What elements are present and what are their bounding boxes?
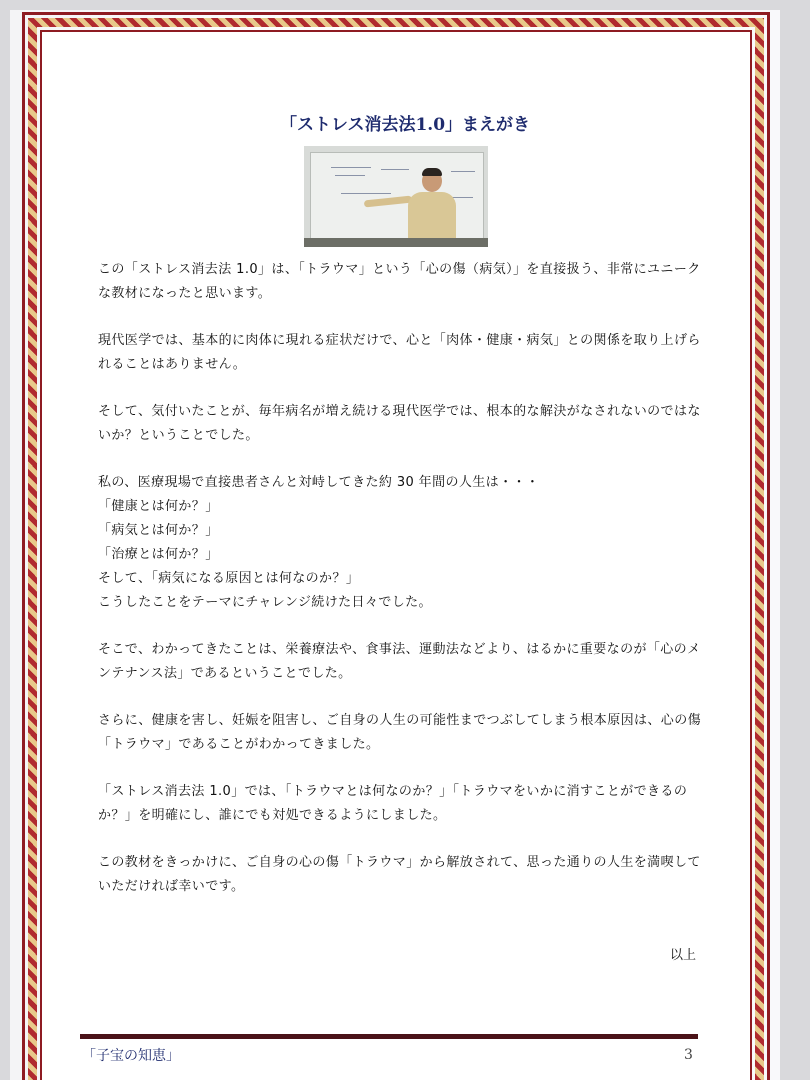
paragraph: この教材をきっかけに、ご自身の心の傷「トラウマ」から解放されて、思った通りの人生を満喫していただければ幸いです。: [98, 855, 701, 894]
document-title: 「ストレス消去法1.0」まえがき: [279, 115, 531, 135]
list-line: 「病気とは何か？」: [98, 523, 219, 538]
paragraph: そこで、わかってきたことは、栄養療法や、食事法、運動法などより、はるかに重要なのが「心のメンテナンス法」であるということでした。: [98, 642, 701, 681]
question-list: [98, 471, 708, 615]
list-line: 「健康とは何か？」: [98, 499, 219, 514]
lecturer-hair: [422, 168, 442, 176]
paragraph: さらに、健康を害し、妊娠を阻害し、ご自身の人生の可能性までつぶしてしまう根本原因は、心の傷「トラウマ」であることがわかってきました。: [98, 713, 702, 752]
paragraph: そして、気付いたことが、毎年病名が増え続ける現代医学では、根本的な解決がなされないのではないか？ということでした。: [98, 404, 701, 443]
paragraph: 現代医学では、基本的に肉体に現れる症状だけで、心と「肉体・健康・病気」との関係を取り上げられることはありません。: [98, 333, 701, 372]
lecturer-photo: [304, 146, 488, 247]
list-line: そして、「病気になる原因とは何なのか？」: [98, 571, 360, 586]
list-line: 私の、医療現場で直接患者さんと対峙してきた約 30 年間の人生は・・・: [98, 475, 540, 490]
paragraph: 「ストレス消去法 1.0」では、「トラウマとは何なのか？」「トラウマをいかに消すことができるのか？」を明確にし、誰にでも対処できるようにしました。: [98, 784, 688, 823]
list-line: こうしたことをテーマにチャレンジ続けた日々でした。: [98, 595, 432, 610]
closing-text: 以上: [669, 948, 696, 963]
footer-divider: [80, 1034, 698, 1039]
footer-title: 「子宝の知恵」: [82, 1048, 180, 1064]
paragraph: この「ストレス消去法 1.0」は、「トラウマ」という「心の傷（病気）」を直接扱う、非常にユニークな教材になったと思います。: [98, 262, 701, 301]
list-line: 「治療とは何か？」: [98, 547, 219, 562]
floor: [304, 238, 488, 247]
document-body: [98, 258, 708, 899]
page-number: 3: [684, 1047, 693, 1063]
